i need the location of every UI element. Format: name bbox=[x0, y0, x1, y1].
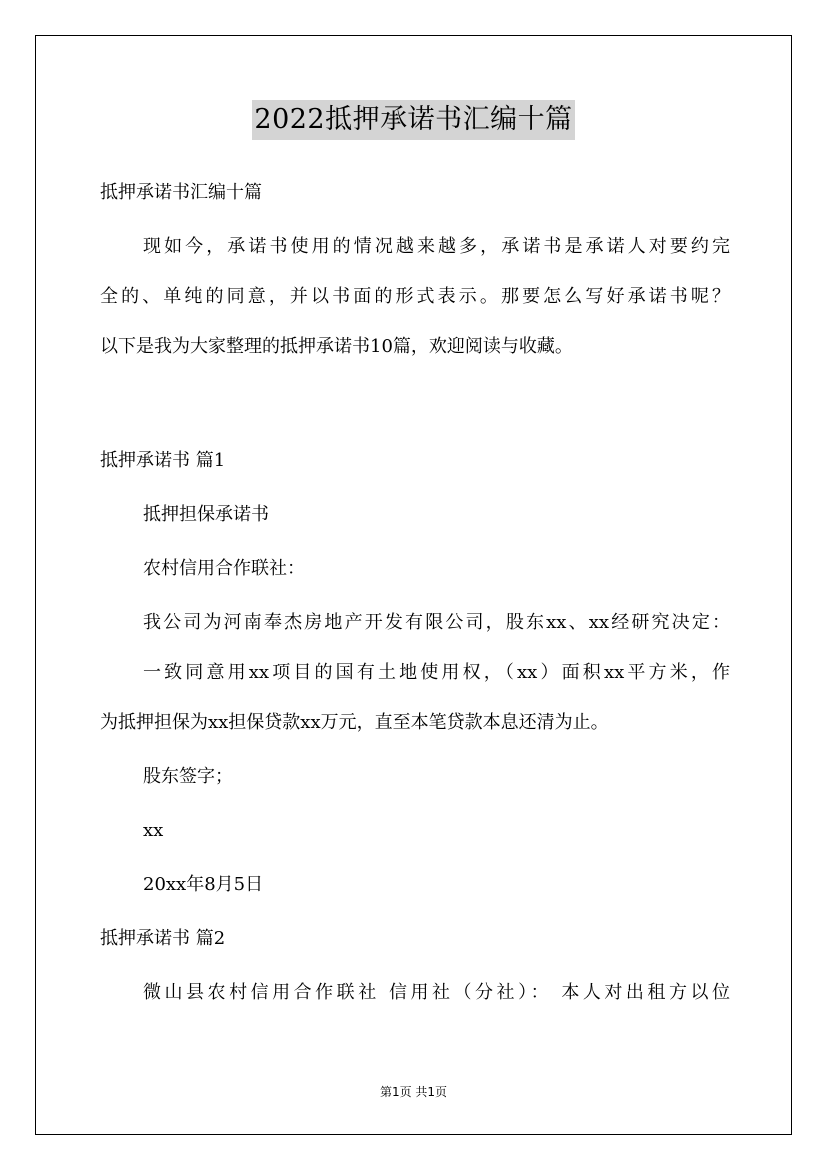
document-title: 2022抵押承诺书汇编十篇 bbox=[252, 100, 574, 140]
section-1-date: 20xx年8月5日 bbox=[143, 874, 264, 895]
subtitle: 抵押承诺书汇编十篇 bbox=[100, 182, 262, 203]
section-1-heading: 抵押承诺书 篇1 bbox=[100, 450, 226, 471]
section-1-signature: xx bbox=[143, 820, 164, 841]
intro-line-1: 现如今，承诺书使用的情况越来越多，承诺书是承诺人对要约完 bbox=[143, 236, 730, 257]
intro-line-3: 以下是我为大家整理的抵押承诺书10篇，欢迎阅读与收藏。 bbox=[100, 336, 573, 357]
document-title-container bbox=[0, 100, 827, 140]
section-2-heading: 抵押承诺书 篇2 bbox=[100, 928, 226, 949]
section-1-signature-label: 股东签字； bbox=[143, 766, 233, 787]
section-1-body-line-1: 我公司为河南奉杰房地产开发有限公司，股东xx、xx经研究决定： bbox=[143, 612, 730, 633]
intro-line-2: 全的、单纯的同意，并以书面的形式表示。那要怎么写好承诺书呢？ bbox=[100, 286, 730, 307]
section-1-body-line-2: 一致同意用xx项目的国有土地使用权，（xx）面积xx平方米，作 bbox=[143, 662, 730, 683]
section-2-first-line: 微山县农村信用合作联社 信用社（分社）： 本人对出租方以位 bbox=[143, 982, 730, 1003]
page-footer: 第1页 共1页 bbox=[379, 1085, 448, 1099]
section-1-addressee: 农村信用合作联社： bbox=[143, 558, 305, 579]
section-1-body-line-3: 为抵押担保为xx担保贷款xx万元，直至本笔贷款本息还清为止。 bbox=[100, 712, 609, 733]
document-body bbox=[100, 168, 730, 1018]
section-spacer bbox=[100, 376, 730, 436]
section-1-doc-title: 抵押担保承诺书 bbox=[143, 504, 269, 525]
